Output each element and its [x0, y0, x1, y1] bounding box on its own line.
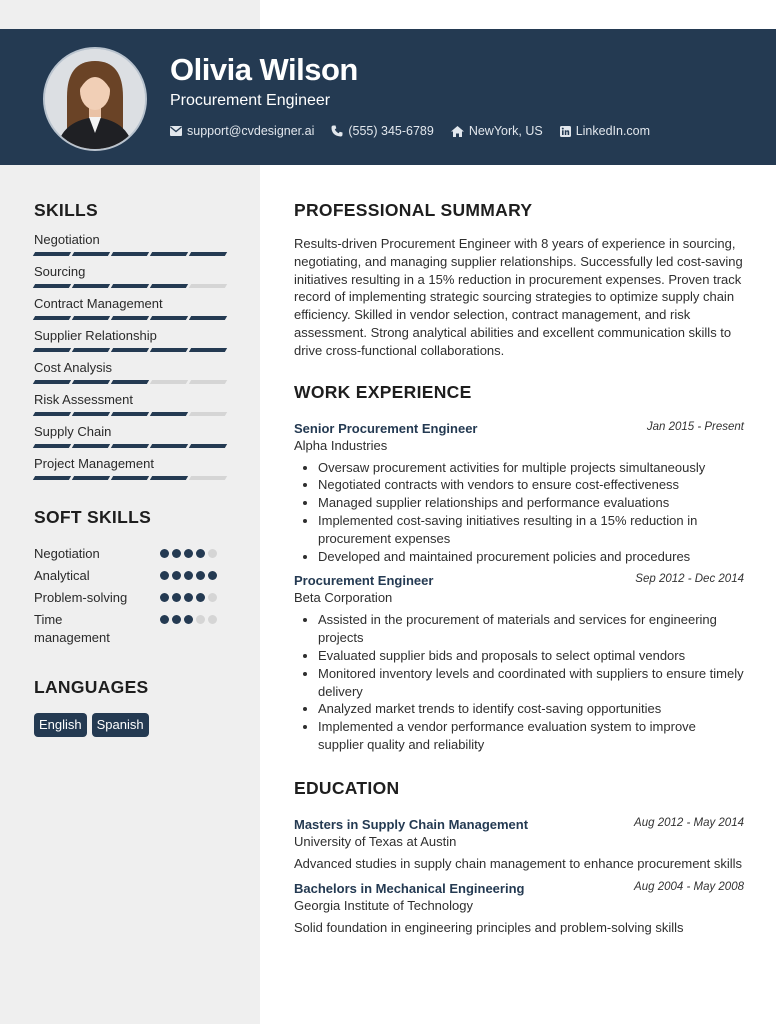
contact-linkedin[interactable]: [560, 124, 650, 138]
contact-linkedin-text: LinkedIn.com: [575, 124, 651, 138]
soft-skill-rating: [160, 549, 220, 558]
degree-title: Masters in Supply Chain Management: [294, 816, 529, 832]
languages-list: [34, 713, 226, 737]
skill-name: Supply Chain: [34, 424, 112, 439]
rating-dot: [208, 615, 217, 624]
job-company: Alpha Industries: [294, 437, 388, 453]
skill-level-segment: [150, 476, 188, 480]
resume-header: [0, 29, 776, 165]
skill-item: [34, 448, 226, 480]
soft-skill-rating: [160, 571, 220, 580]
main-content: [294, 165, 744, 936]
language-badge: English: [34, 713, 87, 737]
soft-skill-name: Analytical: [34, 568, 90, 583]
education-description: Advanced studies in supply chain management to enhance procurement skills: [294, 855, 743, 871]
profile-photo: [45, 49, 145, 149]
sidebar: [34, 165, 226, 737]
skill-item: [34, 384, 226, 416]
rating-dot: [160, 615, 169, 624]
education-date: Aug 2012 - May 2014: [634, 816, 744, 829]
rating-dot: [208, 549, 217, 558]
education-date: Aug 2004 - May 2008: [634, 880, 744, 893]
skill-item: [34, 256, 226, 288]
soft-skill-item: [34, 611, 226, 651]
bullet-item: • Negotiated contracts with vendors to ensure cost-effectiveness: [318, 476, 744, 494]
skill-item: [34, 320, 226, 352]
language-badge: Spanish: [92, 713, 149, 737]
bullet-item: • Assisted in the procurement of materials and services for engineering projects: [318, 611, 744, 647]
skill-item: [34, 288, 226, 320]
rating-dot: [172, 593, 181, 602]
rating-dot: [196, 549, 205, 558]
rating-dot: [184, 571, 193, 580]
rating-dot: [184, 549, 193, 558]
contact-location: [451, 124, 543, 138]
job-entry: [294, 421, 744, 566]
contact-list: [170, 124, 667, 138]
skill-level-segment: [111, 476, 149, 480]
rating-dot: [196, 593, 205, 602]
bullet-item: • Developed and maintained procurement policies and procedures: [318, 548, 744, 566]
bullet-item: • Oversaw procurement activities for multiple projects simultaneously: [318, 459, 744, 477]
rating-dot: [208, 593, 217, 602]
skills-heading: SKILLS: [34, 200, 99, 220]
bullet-item: • Managed supplier relationships and performance evaluations: [318, 494, 744, 512]
contact-phone[interactable]: [331, 124, 433, 138]
summary-heading: PROFESSIONAL SUMMARY: [294, 200, 533, 220]
skill-level-segment: [189, 476, 227, 480]
skill-name: Project Management: [34, 456, 154, 471]
rating-dot: [184, 615, 193, 624]
skill-name: Risk Assessment: [34, 392, 133, 407]
bullet-item: • Implemented a vendor performance evaluation system to improve supplier quality and reliability: [318, 718, 744, 754]
bullet-item: • Analyzed market trends to identify cost-saving opportunities: [318, 700, 744, 718]
rating-dot: [196, 571, 205, 580]
soft-skill-item: [34, 567, 226, 589]
candidate-title: Procurement Engineer: [170, 92, 331, 109]
soft-skill-name: Time management: [34, 612, 110, 645]
home-icon: [451, 126, 464, 137]
contact-location-text: NewYork, US: [468, 124, 543, 138]
contact-email-text: support@cvdesigner.ai: [187, 124, 315, 138]
rating-dot: [160, 593, 169, 602]
rating-dot: [160, 571, 169, 580]
experience-heading: WORK EXPERIENCE: [294, 381, 472, 402]
rating-dot: [196, 615, 205, 624]
skill-item: [34, 224, 226, 256]
bullet-item: • Evaluated supplier bids and proposals to select optimal vendors: [318, 647, 744, 665]
linkedin-icon: [560, 126, 571, 137]
soft-skills-list: [34, 545, 226, 651]
education-entry: [294, 817, 744, 873]
soft-skill-item: [34, 589, 226, 611]
skill-level-segment: [33, 476, 71, 480]
job-bullets: [294, 611, 744, 753]
contact-phone-text: (555) 345-6789: [348, 124, 434, 138]
bullet-item: • Implemented cost-saving initiatives resulting in a 15% reduction in procurement expenses: [318, 512, 744, 548]
skill-item: [34, 352, 226, 384]
soft-skill-rating: [160, 615, 220, 624]
education-entry: [294, 881, 744, 937]
rating-dot: [172, 571, 181, 580]
contact-email[interactable]: [170, 124, 314, 138]
avatar: [43, 47, 147, 151]
skill-item: [34, 416, 226, 448]
job-date: Sep 2012 - Dec 2014: [635, 573, 744, 586]
skill-name: Cost Analysis: [34, 360, 113, 375]
school-name: University of Texas at Austin: [294, 833, 457, 849]
rating-dot: [172, 549, 181, 558]
skills-list: [34, 224, 226, 480]
soft-skill-item: [34, 545, 226, 567]
rating-dot: [172, 615, 181, 624]
soft-skill-name: Problem-solving: [34, 590, 128, 605]
education-description: Solid foundation in engineering principles and problem-solving skills: [294, 919, 684, 935]
skill-name: Supplier Relationship: [34, 328, 157, 343]
soft-skills-heading: SOFT SKILLS: [34, 507, 152, 527]
soft-skill-rating: [160, 593, 220, 602]
job-title: Senior Procurement Engineer: [294, 420, 478, 436]
skill-name: Contract Management: [34, 296, 163, 311]
school-name: Georgia Institute of Technology: [294, 897, 473, 913]
skill-level-segment: [72, 476, 110, 480]
bullet-item: • Monitored inventory levels and coordinated with suppliers to ensure timely delivery: [318, 665, 744, 701]
job-bullets: [294, 459, 744, 566]
phone-icon: [331, 125, 343, 137]
rating-dot: [208, 571, 217, 580]
summary-text: Results-driven Procurement Engineer with 8 years of experience in sourcing, negotiating, and managing supplier relationships. Successfully led cost-saving initiatives resulting in a 15% reduction in procurement expenses. Proven track record of implementing strategic sourcing strategies to optimize supply chain efficiency. Skilled in vendor selection, contract management, and risk assessment. Strong analytical abilities and excellent communication skills to drive cross-functional collaborations.: [294, 236, 743, 358]
candidate-name: Olivia Wilson: [170, 52, 358, 87]
rating-dot: [184, 593, 193, 602]
job-title: Procurement Engineer: [294, 573, 434, 589]
soft-skill-name: Negotiation: [34, 546, 100, 561]
education-heading: EDUCATION: [294, 777, 400, 798]
envelope-icon: [170, 126, 182, 136]
skill-name: Sourcing: [34, 264, 86, 279]
skill-level-bar: [34, 476, 229, 480]
job-entry: [294, 573, 744, 753]
job-date: Jan 2015 - Present: [646, 420, 744, 433]
rating-dot: [160, 549, 169, 558]
languages-heading: LANGUAGES: [34, 677, 149, 697]
degree-title: Bachelors in Mechanical Engineering: [294, 880, 525, 896]
job-company: Beta Corporation: [294, 590, 393, 606]
skill-name: Negotiation: [34, 232, 100, 247]
